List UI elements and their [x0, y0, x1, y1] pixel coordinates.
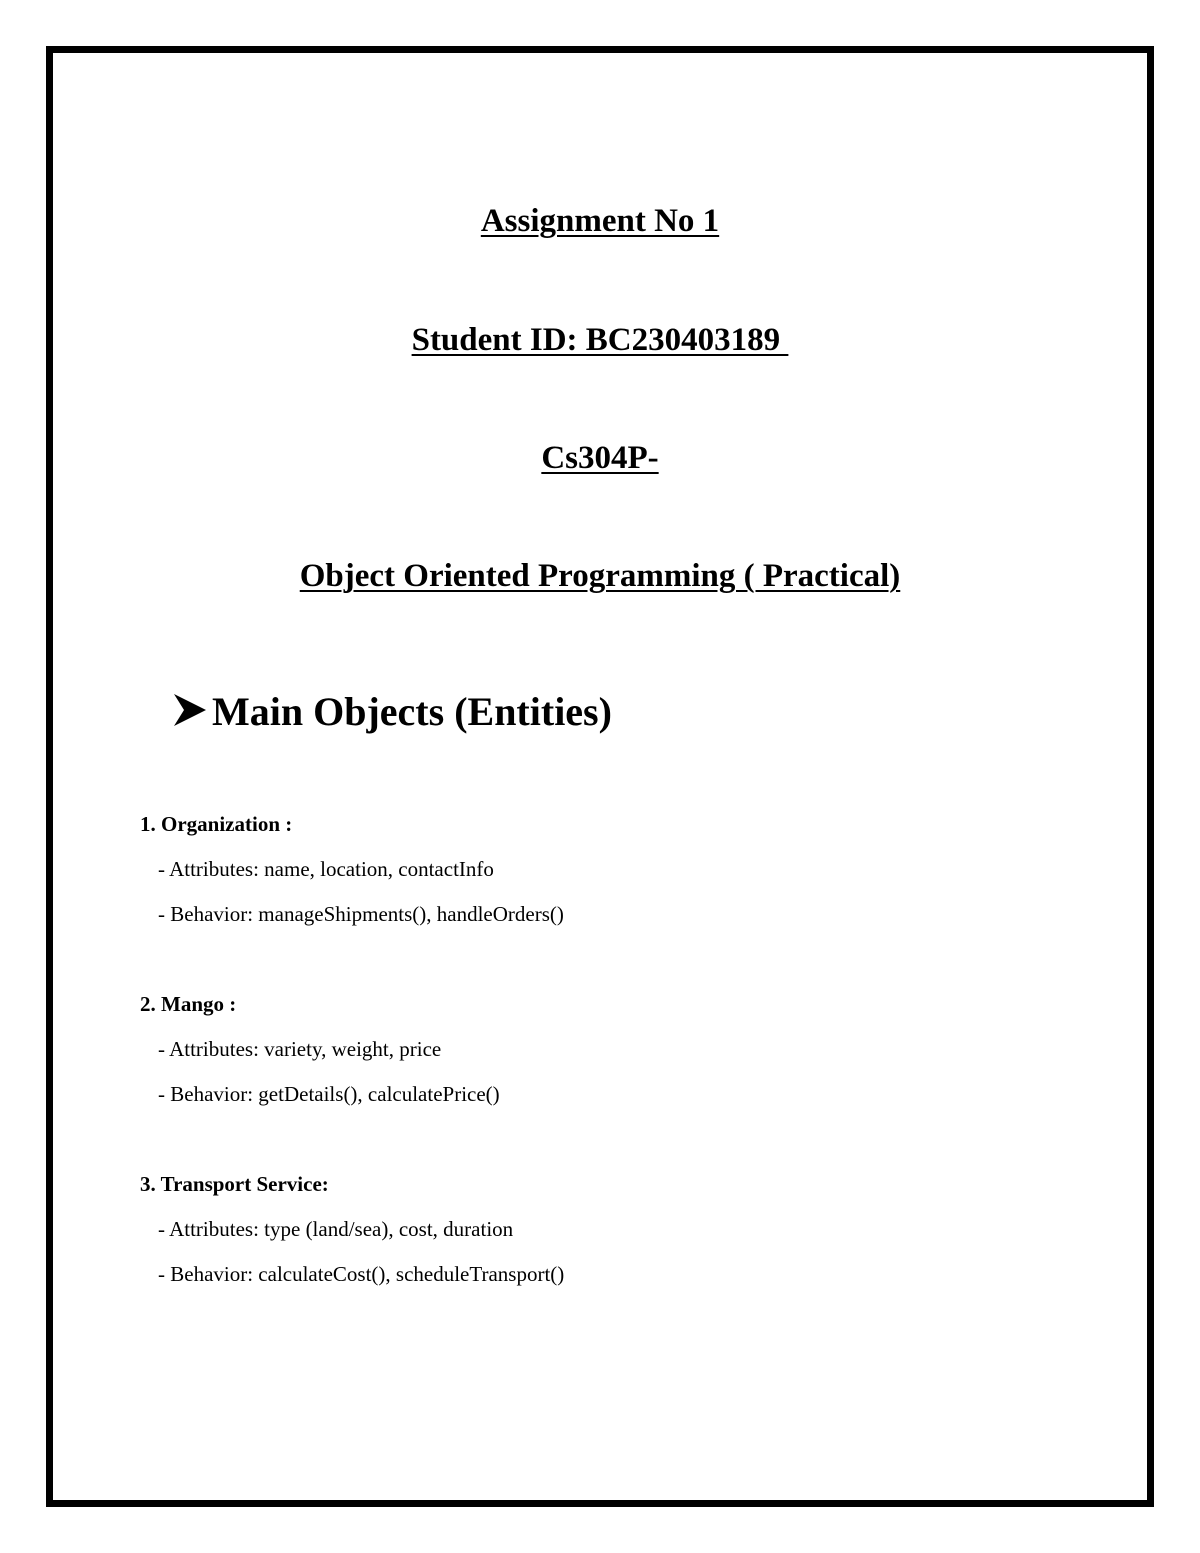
entity-attributes: - Attributes: variety, weight, price: [158, 1037, 442, 1061]
entity-title: 2. Mango :: [140, 992, 237, 1016]
entity-behavior: - Behavior: manageShipments(), handleOrders(): [158, 902, 564, 926]
page-border: [46, 46, 1154, 1507]
entity-title: 3. Transport Service:: [140, 1172, 329, 1196]
course-code: Cs304P-: [541, 440, 659, 476]
entity-behavior: - Behavior: calculateCost(), scheduleTransport(): [158, 1262, 565, 1286]
entity-title: 1. Organization :: [140, 812, 293, 836]
assignment-title: Assignment No 1: [480, 203, 720, 239]
entity-attributes: - Attributes: type (land/sea), cost, duration: [158, 1217, 514, 1241]
entity-behavior: - Behavior: getDetails(), calculatePrice(): [158, 1082, 500, 1106]
arrow-bullet-icon: [172, 691, 208, 727]
student-id: Student ID: BC230403189: [411, 322, 789, 358]
section-heading: [172, 688, 612, 735]
section-heading-text: Main Objects (Entities): [212, 689, 612, 734]
course-name: Object Oriented Programming ( Practical): [299, 558, 901, 594]
entity-attributes: - Attributes: name, location, contactInfo: [158, 857, 494, 881]
